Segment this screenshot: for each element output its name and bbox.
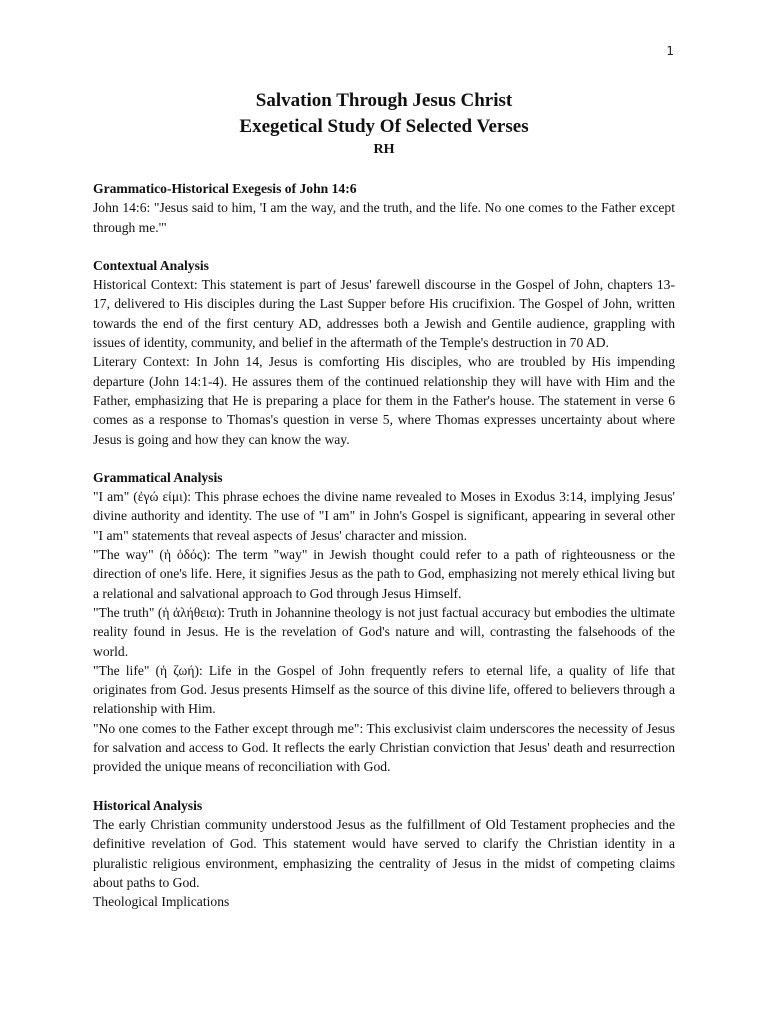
document-title: Salvation Through Jesus Christ xyxy=(255,90,513,111)
document-subtitle: Exegetical Study Of Selected Verses xyxy=(239,116,529,137)
document-body xyxy=(93,88,675,930)
section-heading: Historical Analysis xyxy=(93,797,203,813)
paragraph-the-life: "The life" (ἡ ζωή): Life in the Gospel of John frequently refers to eternal life, a quality of life that originates from God. Jesus presents Himself as the source of this divine life, offered to believers through a relationship with Him. xyxy=(93,662,675,717)
section-historical-analysis xyxy=(93,796,675,912)
title-block xyxy=(93,88,675,160)
author-initials: RH xyxy=(373,142,395,157)
paragraph-no-one-comes: "No one comes to the Father except through me": This exclusivist claim underscores the necessity of Jesus for salvation and access to God. It reflects the early Christian conviction that Jesus' death and resurrection provided the unique means of reconciliation with God. xyxy=(93,720,675,775)
paragraph-the-way: "The way" (ἡ ὁδός): The term "way" in Jewish thought could refer to a path of righteousness or the direction of one's life. Here, it signifies Jesus as the path to God, emphasizing not merely ethical living but a relational and salvational approach to God through Jesus Himself. xyxy=(93,547,675,601)
paragraph-i-am: "I am" (ἐγώ εἰμι): This phrase echoes the divine name revealed to Moses in Exodus 3:14, implying Jesus' divine authority and identity. The use of "I am" in John's Gospel is significant, appearing in several other "I am" statements that reveal aspects of Jesus' character and mission. xyxy=(93,489,675,543)
subheading-theological-implications: Theological Implications xyxy=(93,894,230,910)
section-exegesis xyxy=(93,179,675,237)
page-number: 1 xyxy=(666,44,674,58)
section-heading: Grammatical Analysis xyxy=(93,469,223,485)
section-heading: Grammatico-Historical Exegesis of John 14:6 xyxy=(93,181,357,196)
paragraph-historical-context: Historical Context: This statement is part of Jesus' farewell discourse in the Gospel of John, chapters 13-17, delivered to His disciples during the Last Supper before His crucifixion. The Gospel of John, written towards the end of the first century AD, addresses both a Jewish and Gentile audience, grappling with issues of identity, community, and belief in the aftermath of the Temple's destruction in 70 AD. xyxy=(93,277,675,351)
verse-quote: John 14:6: "Jesus said to him, 'I am the way, and the truth, and the life. No one comes to the Father except through me.'" xyxy=(93,200,675,235)
paragraph-early-community: The early Christian community understood Jesus as the fulfillment of Old Testament prophecies and the definitive revelation of God. This statement would have served to clarify the Christian identity in a pluralistic religious environment, emphasizing the centrality of Jesus in the midst of competing claims about paths to God. xyxy=(93,816,675,890)
section-contextual-analysis xyxy=(93,256,675,449)
section-heading: Contextual Analysis xyxy=(93,257,209,273)
paragraph-literary-context: Literary Context: In John 14, Jesus is comforting His disciples, who are troubled by His impending departure (John 14:1-4). He assures them of the continued relationship they will have with Him and the Father, emphasizing that He is preparing a place for them in the Father's house. The statement in verse 6 comes as a response to Thomas's question in verse 5, where Thomas expresses uncertainty about where Jesus is going and how they can know the way. xyxy=(93,354,675,447)
paragraph-the-truth: "The truth" (ἡ ἀλήθεια): Truth in Johannine theology is not just factual accuracy but embodies the ultimate reality found in Jesus. He is the revelation of God's nature and will, contrasting the falsehoods of the world. xyxy=(93,604,675,659)
section-grammatical-analysis xyxy=(93,468,675,777)
